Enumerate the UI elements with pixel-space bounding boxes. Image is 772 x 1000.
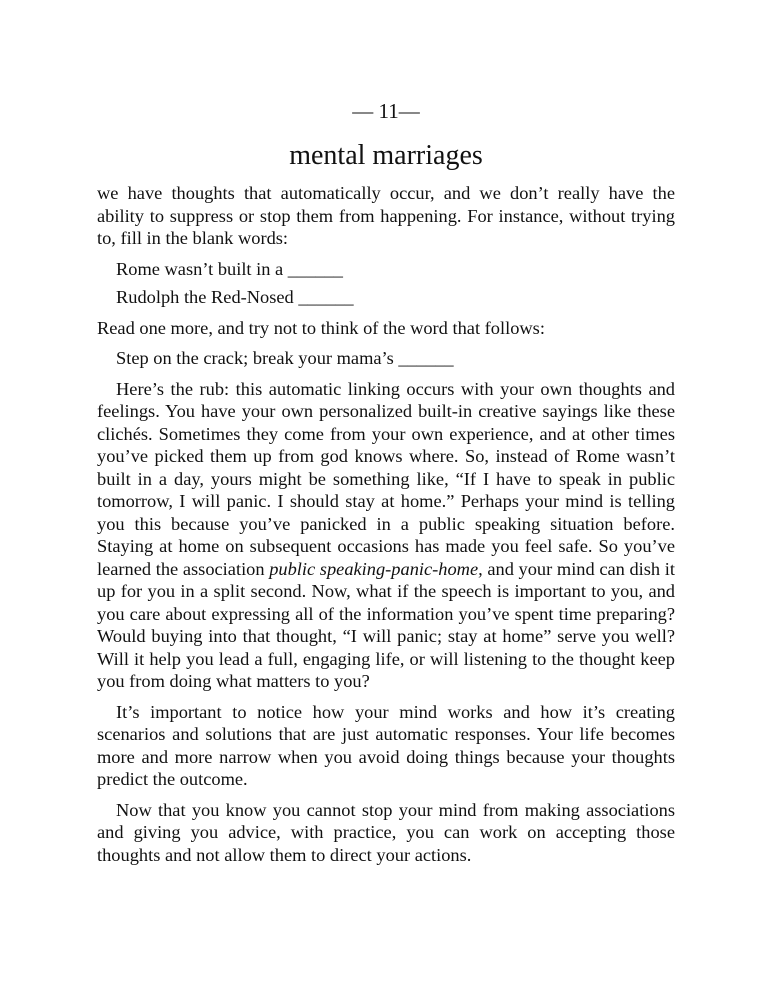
important-paragraph: It’s important to notice how your mind works and how it’s creating scenarios and solutions that are just automatic responses. Your life becomes more and more narrow when you avoid doing things because your thoughts predict the outcome. (97, 701, 675, 789)
fill-in-blank-rome: Rome wasn’t built in a ______ (116, 258, 343, 279)
association-italic: public speaking-panic-home, (269, 558, 483, 579)
intro-paragraph: we have thoughts that automatically occur, and we don’t really have the ability to suppress or stop them from happening. For instance, without trying to, fill in the blank words: (97, 183, 675, 248)
rub-paragraph (97, 378, 675, 693)
body-text (97, 182, 675, 866)
fill-in-blank-rudolph: Rudolph the Red-Nosed ______ (116, 287, 354, 307)
page-number: — 11— (352, 99, 420, 123)
chapter-title: mental marriages (289, 140, 483, 171)
conclusion-paragraph: Now that you know you cannot stop your mind from making associations and giving you advice, with practice, you can work on accepting those thoughts and not allow them to direct your actions. (97, 799, 675, 865)
rub-text-start: Here’s the rub: this automatic linking occurs with your own thoughts and feelings. You have your own personalized built-in creative sayings like these clichés. Sometimes they come from your own experience, and at other times you’ve picked them up from god knows where. So, instead of Rome wasn’t built in a day, yours might be something like, “If I have to speak in public tomorrow, I will panic. I should stay at home.” Perhaps your mind is telling you this because you’ve panicked in a public speaking situation before. Staying at home on subsequent occasions has made you feel safe. So you’ve learned the association (97, 378, 675, 579)
fill-in-blank-crack: Step on the crack; break your mama’s ______ (116, 348, 454, 368)
instruction-paragraph: Read one more, and try not to think of the word that follows: (97, 317, 545, 338)
rub-text-end: and your mind can dish it up for you in a split second. Now, what if the speech is important to you, and you care about expressing all of the information you’ve spent time preparing? Would buying into that thought, “I will panic; stay at home” serve you well? Will it help you lead a full, engaging life, or will listening to the thought keep you from doing what matters to you? (97, 558, 675, 691)
